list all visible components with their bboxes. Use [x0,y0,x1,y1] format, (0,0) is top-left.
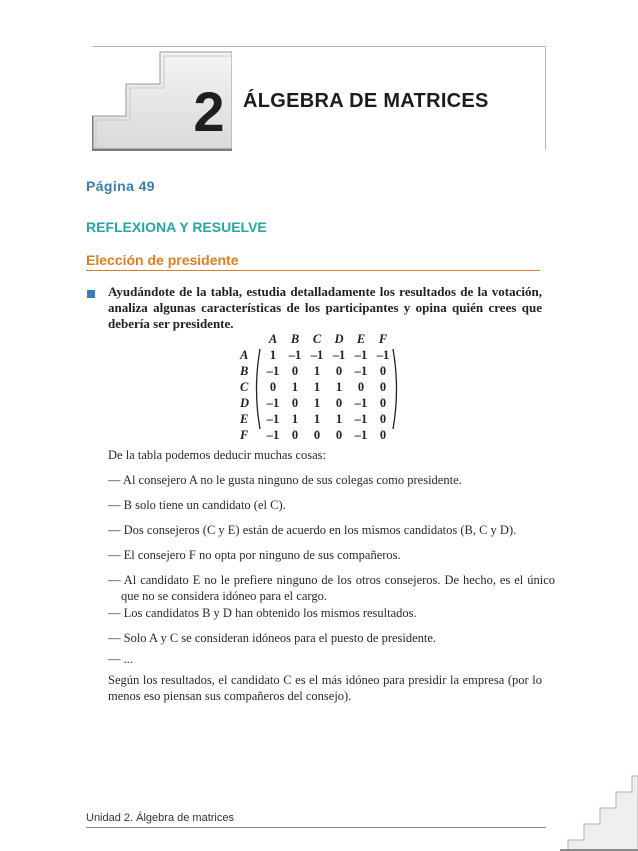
answer-item: — ... [108,652,133,666]
matrix-cell: 0 [335,428,343,442]
matrix-cell: –1 [288,348,302,362]
matrix-cell: 1 [335,412,343,426]
matrix-cell: 1 [335,380,343,394]
answer-conclusion: Según los resultados, el candidato C es el más idóneo para presidir la empresa (por lo menos eso piensan sus compañeros del consejo). [108,673,542,703]
answer-item: — El consejero F no opta por ninguno de sus compañeros. [108,548,401,562]
matrix-cell: 1 [313,364,321,378]
matrix-cell: –1 [354,412,368,426]
corner-staircase-graphic [560,770,638,851]
matrix-cell: 0 [291,396,299,410]
matrix-cell: –1 [266,428,280,442]
footer-unit-title: Unidad 2. Álgebra de matrices [86,812,234,824]
matrix-cell: 0 [291,428,299,442]
answer-item: — Los candidatos B y D han obtenido los mismos resultados. [108,606,417,620]
matrix-cell: 0 [379,428,387,442]
matrix-row-label: F [240,428,249,442]
matrix-row-label: A [240,348,249,362]
matrix-col-label: A [268,332,278,346]
matrix-row-label: B [240,364,249,378]
matrix-col-label: C [312,332,322,346]
answer-item: — B solo tiene un candidato (el C). [108,498,286,512]
chapter-title: ÁLGEBRA DE MATRICES [243,90,489,112]
matrix-cell: –1 [266,396,280,410]
matrix-col-label: F [378,332,388,346]
matrix-col-label: E [356,332,366,346]
matrix-cell: 0 [335,396,343,410]
subsection-divider [86,270,540,271]
matrix-cell: 0 [291,364,299,378]
matrix-cell: 1 [291,412,299,426]
exercise-bullet-icon [87,290,95,298]
matrix-cell: 0 [335,364,343,378]
exercise-statement: Ayudándote de la tabla, estudia detalladamente los resultados de la votación, analiza algunas características de los participantes y opina quién crees que debería ser presidente. [108,284,542,331]
answer-item: — Dos consejeros (C y E) están de acuerdo en los mismos candidatos (B, C y D). [108,523,517,537]
answer-item: — Al consejero A no le gusta ninguno de sus colegas como presidente. [108,473,462,487]
matrix-cell: 1 [313,396,321,410]
matrix-cell: –1 [376,348,390,362]
footer-divider [86,827,546,828]
matrix-cell: –1 [310,348,324,362]
matrix-cell: –1 [266,412,280,426]
matrix-cell: –1 [354,428,368,442]
matrix-cell: 0 [379,396,387,410]
matrix-row-label: C [240,380,249,394]
answer-item: — Solo A y C se consideran idóneos para el puesto de presidente. [108,631,437,645]
subsection-title: Elección de presidente [86,252,239,268]
matrix-cell: –1 [332,348,346,362]
matrix-cell: –1 [266,364,280,378]
matrix-row-label: D [240,396,250,410]
matrix-cell: 0 [379,364,387,378]
matrix-cell: 0 [313,428,321,442]
page-reference: Página 49 [86,178,155,194]
matrix-cell: 1 [313,412,321,426]
matrix-cell: 0 [269,380,277,394]
matrix-cell: 0 [379,412,387,426]
matrix-cell: 0 [379,380,387,394]
matrix-cell: 1 [291,380,299,394]
matrix-cell: 1 [313,380,321,394]
matrix-col-label: B [290,332,300,346]
matrix-col-label: D [334,332,344,346]
matrix-cell: 0 [357,380,365,394]
matrix-cell: –1 [354,396,368,410]
section-title: REFLEXIONA Y RESUELVE [86,219,267,235]
matrix-cell: –1 [354,364,368,378]
chapter-number: 2 [193,80,225,143]
matrix-row-label: E [240,412,249,426]
matrix-cell: 1 [269,348,277,362]
answer-item: — Al candidato E no le prefiere ninguno de los otros consejeros. De hecho, es el único que no se considera idóneo para el cargo. [108,573,555,603]
answer-intro: De la tabla podemos deducir muchas cosas: [108,448,326,462]
matrix-cell: –1 [354,348,368,362]
